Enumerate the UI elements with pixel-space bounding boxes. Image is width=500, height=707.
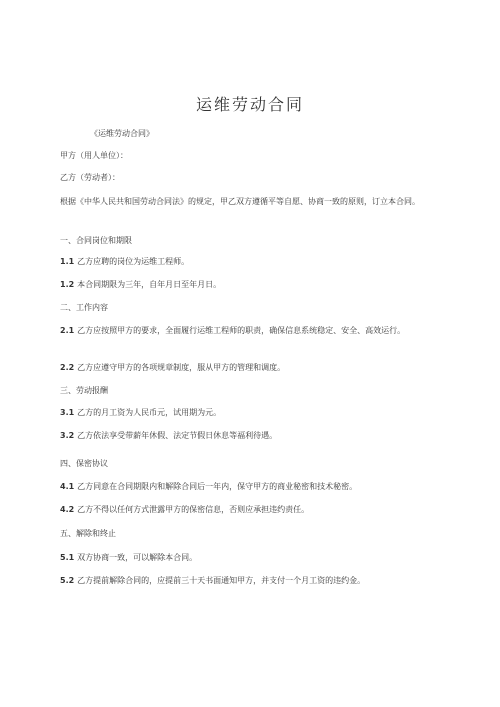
clause-number: 5.2 xyxy=(60,576,75,585)
clause-number: 1.2 xyxy=(60,280,75,289)
clause-text: 本合同期限为三年，自年月日至年月日。 xyxy=(77,280,222,289)
clause-number: 4.1 xyxy=(60,482,75,491)
clause-number: 5.1 xyxy=(60,553,75,562)
clause-text: 乙方同意在合同期限内和解除合同后一年内，保守甲方的商业秘密和技术秘密。 xyxy=(77,482,358,491)
clause-number: 2.1 xyxy=(60,326,75,335)
clause-text: 乙方应聘的岗位为运维工程师。 xyxy=(77,257,190,266)
clause-4-1 xyxy=(60,480,440,493)
document-subtitle: 《运维劳动合同》 xyxy=(90,129,154,138)
party-b-line: 乙方（劳动者）： xyxy=(60,173,120,182)
clause-text: 乙方应按照甲方的要求，全面履行运维工程师的职责，确保信息系统稳定、安全、高效运行。 xyxy=(77,326,406,335)
clause-number: 1.1 xyxy=(60,257,75,266)
clause-2-1 xyxy=(60,324,440,337)
clause-text: 乙方的月工资为人民币元，试用期为元。 xyxy=(77,408,222,417)
clause-number: 4.2 xyxy=(60,505,75,514)
clause-text: 双方协商一致，可以解除本合同。 xyxy=(77,553,198,562)
section-heading-1: 一、合同岗位和期限 xyxy=(60,236,132,245)
clause-number: 3.2 xyxy=(60,431,75,440)
clause-1-1 xyxy=(60,255,440,268)
clause-1-2 xyxy=(60,278,440,291)
preamble: 根据《中华人民共和国劳动合同法》的规定，甲乙双方遵循平等自愿、协商一致的原则，订立本合同。 xyxy=(60,197,420,206)
clause-text: 乙方提前解除合同的，应提前三十天书面通知甲方，并支付一个月工资的违约金。 xyxy=(77,576,366,585)
clause-5-2 xyxy=(60,574,440,587)
section-heading-5: 五、解除和终止 xyxy=(60,529,116,538)
clause-3-2 xyxy=(60,429,440,442)
clause-text: 乙方不得以任何方式泄露甲方的保密信息，否则应承担违约责任。 xyxy=(77,505,310,514)
clause-text: 乙方依法享受带薪年休假、法定节假日休息等福利待遇。 xyxy=(77,431,278,440)
section-heading-2: 二、工作内容 xyxy=(60,303,108,312)
document-title: 运维劳动合同 xyxy=(195,95,304,114)
clause-number: 3.1 xyxy=(60,408,75,417)
clause-number: 2.2 xyxy=(60,363,75,372)
clause-4-2 xyxy=(60,503,440,516)
clause-2-2 xyxy=(60,361,440,374)
party-a-line: 甲方（用人单位）： xyxy=(60,151,128,160)
section-heading-4: 四、保密协议 xyxy=(60,459,108,468)
clause-5-1 xyxy=(60,551,440,564)
section-heading-3: 三、劳动报酬 xyxy=(60,386,108,395)
clause-3-1 xyxy=(60,406,440,419)
clause-text: 乙方应遵守甲方的各项规章制度，服从甲方的管理和调度。 xyxy=(77,363,286,372)
